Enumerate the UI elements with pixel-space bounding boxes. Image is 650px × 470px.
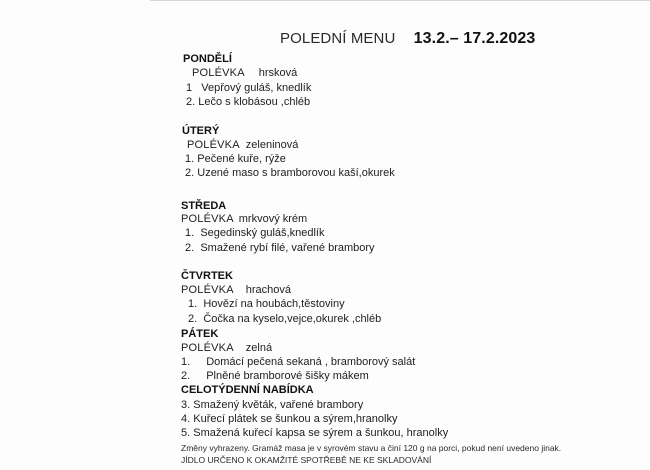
soup-label: POLÉVKA bbox=[181, 284, 234, 296]
menu-title: POLEDNÍ MENU bbox=[280, 30, 396, 47]
storage-note: JÍDLO URČENO K OKAMŽITÉ SPOTŘEBĚ NE KE SKLADOVÁNÍ bbox=[181, 455, 432, 465]
item-text: Čočka na kyselo,vejce,okurek ,chléb bbox=[203, 313, 382, 325]
soup-line-monday bbox=[192, 67, 297, 80]
soup-label: POLÉVKA bbox=[192, 67, 245, 79]
item-text: Segedinský guláš,knedlík bbox=[200, 227, 325, 239]
soup-name: zelná bbox=[245, 342, 273, 354]
item-number: 2. bbox=[188, 313, 198, 325]
menu-item-wednesday-2 bbox=[185, 242, 375, 255]
menu-item-friday-1 bbox=[181, 356, 415, 369]
menu-item-tuesday-1 bbox=[185, 153, 286, 166]
soup-line-wednesday bbox=[181, 213, 307, 226]
soup-name: hrachová bbox=[245, 284, 292, 296]
item-text: Lečo s klobásou ,chléb bbox=[198, 96, 311, 108]
soup-label: POLÉVKA bbox=[181, 342, 234, 354]
menu-item-tuesday-2 bbox=[185, 167, 395, 180]
soup-line-friday bbox=[181, 342, 272, 355]
item-text: Smažená kuřecí kapsa se sýrem a šunkou, hranolky bbox=[193, 427, 449, 439]
item-number: 5. bbox=[181, 427, 191, 439]
item-text: Hovězí na houbách,těstoviny bbox=[203, 298, 345, 310]
soup-label: POLÉVKA bbox=[187, 139, 240, 151]
item-number: 1 bbox=[186, 82, 193, 94]
item-number: 2. bbox=[181, 370, 191, 382]
item-text: Domácí pečená sekaná , bramborový salát bbox=[206, 356, 416, 368]
soup-line-thursday bbox=[181, 284, 291, 297]
menu-item-all-week-5 bbox=[181, 427, 448, 440]
item-text: Plněné bramborové šišky mákem bbox=[206, 370, 369, 382]
menu-header bbox=[280, 30, 535, 48]
soup-name: zeleninová bbox=[245, 139, 299, 151]
menu-dates: 13.2.– 17.2.2023 bbox=[413, 30, 536, 47]
disclaimer-note: Změny vyhrazeny. Gramáž masa je v syrovém stavu a činí 120 g na porci, pokud není uvedeno jinak. bbox=[181, 443, 562, 453]
item-number: 1. bbox=[185, 227, 195, 239]
soup-name: mrkvový krém bbox=[238, 213, 308, 225]
item-number: 2. bbox=[186, 96, 196, 108]
item-number: 1. bbox=[185, 153, 195, 165]
scan-edge bbox=[150, 0, 650, 1]
day-heading-friday: PÁTEK bbox=[181, 328, 219, 340]
day-heading-thursday: ČTVRTEK bbox=[181, 270, 233, 282]
item-text: Smažené rybí filé, vařené brambory bbox=[200, 242, 375, 254]
item-text: Smažený květák, vařené brambory bbox=[193, 399, 364, 411]
all-week-heading: CELOTÝDENNÍ NABÍDKA bbox=[181, 384, 314, 396]
menu-item-all-week-4 bbox=[181, 413, 397, 426]
menu-item-thursday-2 bbox=[188, 313, 381, 326]
item-text: Uzené maso s bramborovou kaší,okurek bbox=[197, 167, 395, 179]
soup-name: hrsková bbox=[258, 67, 298, 79]
menu-item-monday-1 bbox=[186, 82, 311, 95]
day-heading-monday: PONDĚLÍ bbox=[183, 53, 232, 65]
item-text: Kuřecí plátek se šunkou a sýrem,hranolky bbox=[193, 413, 398, 425]
day-heading-tuesday: ÚTERÝ bbox=[182, 125, 220, 137]
day-heading-wednesday: STŘEDA bbox=[181, 200, 227, 212]
item-number: 2. bbox=[185, 167, 195, 179]
soup-line-tuesday bbox=[187, 139, 298, 152]
item-number: 4. bbox=[181, 413, 191, 425]
item-number: 1. bbox=[188, 298, 198, 310]
item-text: Vepřový guláš, knedlík bbox=[201, 82, 312, 94]
item-text: Pečené kuře, rýže bbox=[197, 153, 286, 165]
menu-item-wednesday-1 bbox=[185, 227, 324, 240]
soup-label: POLÉVKA bbox=[181, 213, 234, 225]
item-number: 3. bbox=[181, 399, 191, 411]
item-number: 1. bbox=[181, 356, 191, 368]
menu-item-friday-2 bbox=[181, 370, 369, 383]
menu-item-thursday-1 bbox=[188, 298, 345, 311]
item-number: 2. bbox=[185, 242, 195, 254]
menu-item-all-week-3 bbox=[181, 399, 363, 412]
menu-item-monday-2 bbox=[186, 96, 310, 109]
